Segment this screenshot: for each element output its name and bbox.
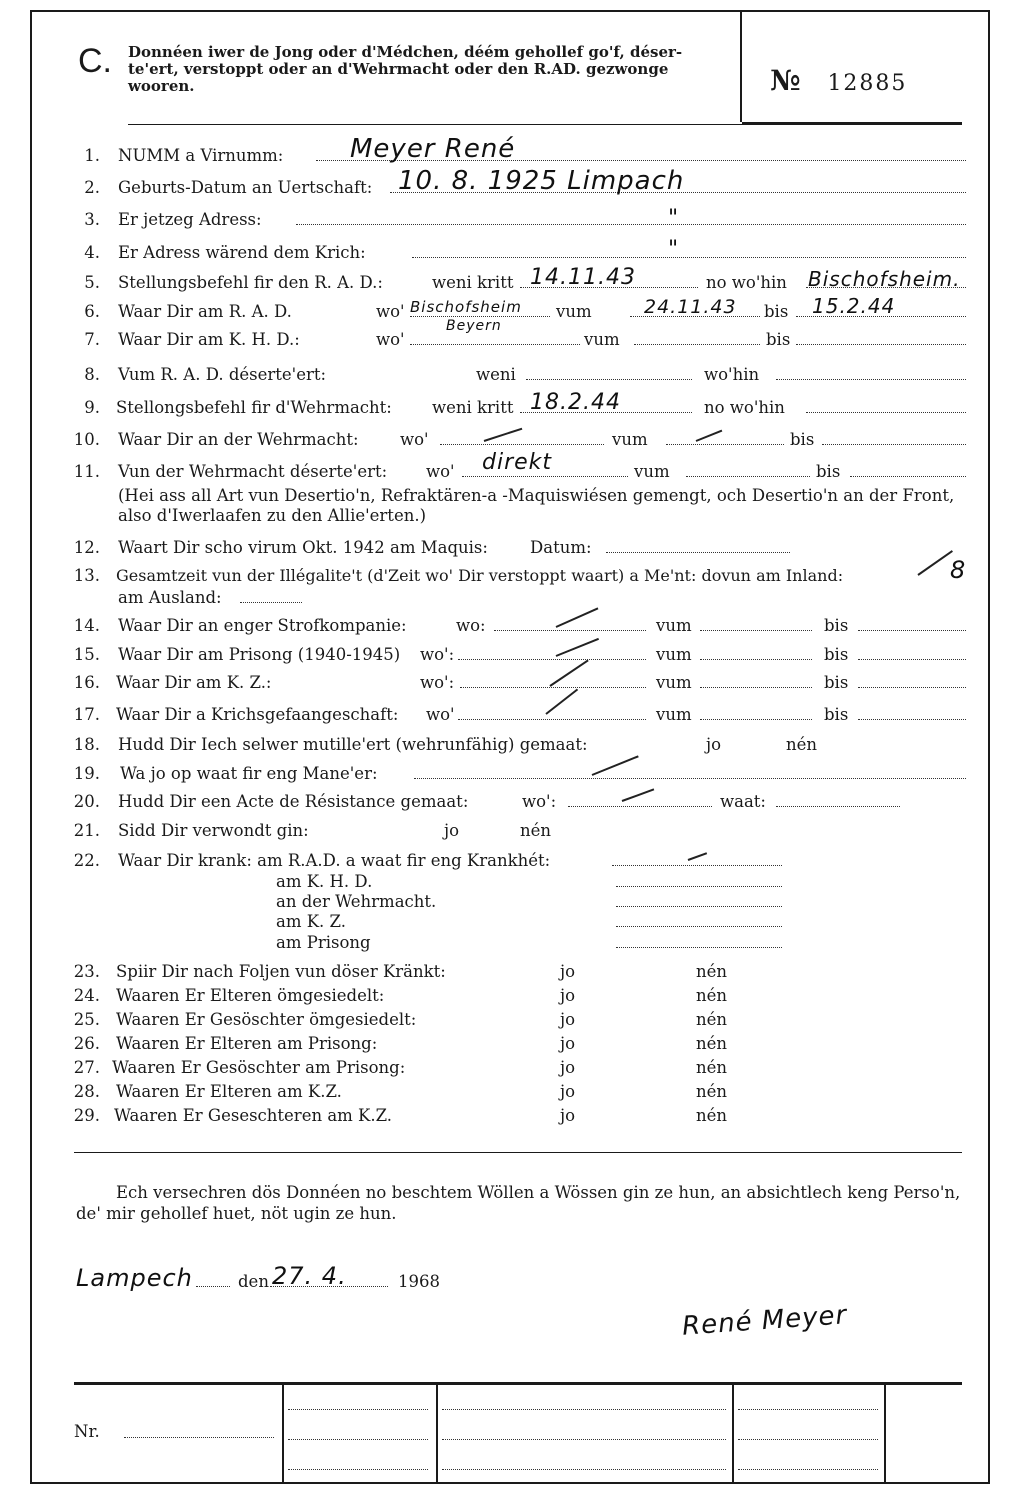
row-label: Wa jo op waat fir eng Mane'er: bbox=[120, 764, 378, 783]
field-label: vum bbox=[656, 616, 692, 635]
box-divider bbox=[884, 1382, 886, 1482]
fill-line[interactable] bbox=[850, 462, 966, 477]
field-label: no wo'hin bbox=[704, 398, 785, 417]
option-yes[interactable]: jo bbox=[560, 1106, 576, 1125]
row-label: Er Adress wärend dem Krich: bbox=[118, 243, 366, 262]
row-label: Geburts-Datum an Uertschaft: bbox=[118, 178, 373, 197]
box-field[interactable] bbox=[442, 1468, 726, 1470]
option-no[interactable]: nén bbox=[696, 1034, 728, 1053]
field-label: vum bbox=[656, 673, 692, 692]
field-label: no wo'hin bbox=[706, 273, 787, 292]
option-yes[interactable]: jo bbox=[560, 1010, 576, 1029]
fill-line[interactable] bbox=[616, 912, 782, 927]
fill-line[interactable] bbox=[616, 892, 782, 907]
box-field[interactable] bbox=[738, 1408, 878, 1410]
field-label: wo' bbox=[426, 462, 455, 481]
fill-line[interactable] bbox=[296, 210, 966, 225]
fill-line[interactable] bbox=[822, 430, 966, 445]
row-number: 23. bbox=[73, 962, 100, 981]
fill-line[interactable] bbox=[700, 616, 812, 631]
option-yes[interactable]: jo bbox=[706, 735, 722, 754]
handwritten-place: Beyern bbox=[446, 318, 502, 334]
desertion-note: (Hei ass all Art vun Desertio'n, Refraktären-a -Maquiswiésen gemengt, och Desertio'n an der Front, also d'Iwerlaafen zu den Allie'erten.) bbox=[118, 486, 955, 525]
fill-line[interactable] bbox=[606, 538, 790, 553]
fill-line[interactable] bbox=[776, 792, 900, 807]
form-row-2 bbox=[0, 166, 1024, 200]
form-row-10 bbox=[0, 430, 1024, 452]
form-row-25 bbox=[0, 1010, 1024, 1032]
box-divider bbox=[436, 1382, 438, 1482]
row-number: 11. bbox=[73, 462, 100, 481]
fill-line[interactable] bbox=[700, 705, 812, 720]
form-row-7 bbox=[0, 318, 1024, 352]
form-row-6 bbox=[0, 294, 1024, 324]
fill-line[interactable] bbox=[616, 872, 782, 887]
row-label: Stellungsbefehl fir den R. A. D.: bbox=[118, 273, 383, 292]
form-row-22-sub bbox=[0, 872, 1024, 894]
box-field[interactable] bbox=[288, 1408, 428, 1410]
form-row-1 bbox=[0, 134, 1024, 168]
option-yes[interactable]: jo bbox=[560, 962, 576, 981]
fill-line[interactable] bbox=[858, 673, 966, 688]
form-row-22-sub bbox=[0, 892, 1024, 914]
box-field[interactable] bbox=[738, 1438, 878, 1440]
row-number: 15. bbox=[73, 645, 100, 664]
row-label: Waaren Er Elteren ömgesiedelt: bbox=[116, 986, 385, 1005]
option-no[interactable]: nén bbox=[696, 1010, 728, 1029]
row-label: am K. Z. bbox=[276, 912, 346, 931]
form-row-22-sub bbox=[0, 912, 1024, 934]
row-number: 13. bbox=[73, 566, 100, 585]
row-label: Vum R. A. D. déserte'ert: bbox=[118, 365, 327, 384]
option-no[interactable]: nén bbox=[696, 1058, 728, 1077]
box-divider bbox=[282, 1382, 284, 1482]
nr-field[interactable] bbox=[124, 1436, 274, 1438]
row-number: 3. bbox=[84, 210, 100, 229]
option-no[interactable]: nén bbox=[520, 821, 552, 840]
form-row-11 bbox=[0, 450, 1024, 484]
form-row-23 bbox=[0, 962, 1024, 984]
fill-line[interactable] bbox=[700, 673, 812, 688]
row-number: 17. bbox=[73, 705, 100, 724]
handwritten-place: direkt bbox=[482, 450, 553, 475]
row-label: Stellongsbefehl fir d'Wehrmacht: bbox=[116, 398, 392, 417]
row-label: Hudd Dir Iech selwer mutille'ert (wehrunfähig) gemaat: bbox=[118, 735, 588, 754]
option-yes[interactable]: jo bbox=[560, 1058, 576, 1077]
option-yes[interactable]: jo bbox=[560, 1034, 576, 1053]
field-label: waat: bbox=[720, 792, 766, 811]
option-yes[interactable]: jo bbox=[560, 986, 576, 1005]
row-label: Waar Dir am K. Z.: bbox=[116, 673, 272, 692]
row-label: Waar Dir an der Wehrmacht: bbox=[118, 430, 359, 449]
field-label: wo': bbox=[420, 645, 455, 664]
form-row-13-cont bbox=[0, 588, 1024, 610]
row-label: Waar Dir an enger Strofkompanie: bbox=[118, 616, 407, 635]
form-number-value: 12885 bbox=[827, 71, 908, 96]
handwritten-date: 24.11.43 bbox=[644, 296, 737, 318]
row-number: 9. bbox=[84, 398, 100, 417]
row-label: Sidd Dir verwondt gin: bbox=[118, 821, 309, 840]
signature: René Meyer bbox=[681, 1300, 849, 1342]
option-yes[interactable]: jo bbox=[444, 821, 460, 840]
fill-line[interactable] bbox=[240, 588, 302, 603]
field-label: vum bbox=[634, 462, 670, 481]
row-label: Vun der Wehrmacht déserte'ert: bbox=[118, 462, 388, 481]
handwritten-date: 15.2.44 bbox=[812, 294, 896, 318]
handwritten-place: Bischofsheim bbox=[410, 298, 522, 316]
fill-line[interactable] bbox=[634, 330, 760, 345]
fill-line[interactable] bbox=[412, 243, 966, 258]
fill-line[interactable] bbox=[414, 764, 966, 779]
row-number: 7. bbox=[84, 330, 100, 349]
form-row-15 bbox=[0, 645, 1024, 667]
form-row-4 bbox=[0, 237, 1024, 265]
option-no[interactable]: nén bbox=[696, 962, 728, 981]
row-number: 24. bbox=[73, 986, 100, 1005]
field-label: weni kritt bbox=[432, 398, 514, 417]
form-row-8 bbox=[0, 365, 1024, 387]
field-label: bis bbox=[764, 302, 789, 321]
row-number: 19. bbox=[73, 764, 100, 783]
option-no[interactable]: nén bbox=[696, 986, 728, 1005]
section-divider bbox=[74, 1152, 962, 1153]
row-number: 2. bbox=[84, 178, 100, 197]
row-label: am K. H. D. bbox=[276, 872, 373, 891]
header-bottom-rule bbox=[128, 124, 962, 125]
field-label: vum bbox=[612, 430, 648, 449]
row-label: Spiir Dir nach Foljen vun döser Kränkt: bbox=[116, 962, 446, 981]
field-label: wo' bbox=[426, 705, 455, 724]
form-row-27 bbox=[0, 1058, 1024, 1080]
fill-line[interactable] bbox=[796, 330, 966, 345]
fill-line[interactable] bbox=[686, 462, 810, 477]
form-row-17 bbox=[0, 705, 1024, 727]
fill-line[interactable] bbox=[806, 398, 966, 413]
fill-line[interactable] bbox=[700, 645, 812, 660]
form-row-21 bbox=[0, 821, 1024, 843]
row-number: 10. bbox=[73, 430, 100, 449]
field-label: weni bbox=[476, 365, 516, 384]
row-number: 18. bbox=[73, 735, 100, 754]
row-label: NUMM a Virnumm: bbox=[118, 146, 284, 165]
box-field[interactable] bbox=[442, 1438, 726, 1440]
row-label: am Prisong bbox=[276, 933, 371, 952]
field-label: wo' bbox=[376, 330, 405, 349]
fill-line[interactable] bbox=[196, 1272, 230, 1287]
form-row-24 bbox=[0, 986, 1024, 1008]
field-label: Datum: bbox=[530, 538, 592, 557]
box-divider bbox=[732, 1382, 734, 1482]
fill-line[interactable] bbox=[858, 645, 966, 660]
box-field[interactable] bbox=[442, 1408, 726, 1410]
fill-line[interactable] bbox=[776, 365, 966, 380]
field-label: bis bbox=[790, 430, 815, 449]
form-row-14 bbox=[0, 616, 1024, 638]
row-label: Waar Dir a Krichsgefaangeschaft: bbox=[116, 705, 399, 724]
field-label: bis bbox=[824, 673, 849, 692]
row-label: Waar Dir am K. H. D.: bbox=[118, 330, 300, 349]
form-row-20 bbox=[0, 792, 1024, 814]
row-number: 8. bbox=[84, 365, 100, 384]
den-label: den bbox=[238, 1272, 269, 1291]
form-row-22 bbox=[0, 851, 1024, 873]
row-number: 29. bbox=[73, 1106, 100, 1125]
field-label: wo': bbox=[522, 792, 557, 811]
fill-line[interactable] bbox=[526, 365, 692, 380]
field-label: bis bbox=[816, 462, 841, 481]
row-number: 4. bbox=[84, 243, 100, 262]
header-divider bbox=[740, 12, 742, 122]
handwritten-date: 14.11.43 bbox=[530, 265, 636, 290]
field-label: wo' bbox=[400, 430, 429, 449]
handwritten-name: Meyer René bbox=[350, 134, 516, 164]
option-yes[interactable]: jo bbox=[560, 1082, 576, 1101]
handwritten-months: 8 bbox=[950, 556, 967, 584]
form-row-18 bbox=[0, 735, 1024, 757]
fill-line[interactable] bbox=[858, 616, 966, 631]
handwritten-date: 18.2.44 bbox=[530, 390, 621, 415]
option-no[interactable]: nén bbox=[786, 735, 818, 754]
handwritten-birth: 10. 8. 1925 Limpach bbox=[398, 166, 685, 196]
fill-line[interactable] bbox=[858, 705, 966, 720]
row-label: Gesamtzeit vun der Illégalite't (d'Zeit wo' Dir verstoppt waart) a Me'nt: dovun am Inland: bbox=[116, 566, 844, 585]
form-row-3 bbox=[0, 206, 1024, 232]
row-number: 27. bbox=[73, 1058, 100, 1077]
row-label: Waaren Er Gesöschter ömgesiedelt: bbox=[116, 1010, 417, 1029]
row-label: am Ausland: bbox=[118, 588, 222, 607]
fill-line[interactable] bbox=[440, 430, 604, 445]
handwritten-place: Lampech bbox=[76, 1264, 193, 1292]
number-sign: № bbox=[770, 64, 803, 97]
field-label: vum bbox=[584, 330, 620, 349]
option-no[interactable]: nén bbox=[696, 1106, 728, 1125]
handwritten-ditto: " bbox=[668, 237, 680, 262]
handwritten-place: Bischofsheim. bbox=[808, 267, 961, 291]
form-row-9 bbox=[0, 390, 1024, 420]
field-label: vum bbox=[656, 705, 692, 724]
field-label: wo' bbox=[376, 302, 405, 321]
row-number: 16. bbox=[73, 673, 100, 692]
field-label: vum bbox=[656, 645, 692, 664]
box-top-rule bbox=[74, 1382, 962, 1385]
field-label: bis bbox=[824, 705, 849, 724]
form-row-28 bbox=[0, 1082, 1024, 1104]
row-number: 28. bbox=[73, 1082, 100, 1101]
row-label: Waaren Er Elteren am K.Z. bbox=[116, 1082, 342, 1101]
form-row-22-sub bbox=[0, 933, 1024, 955]
row-label: Waar Dir am R. A. D. bbox=[118, 302, 292, 321]
form-row-12 bbox=[0, 538, 1024, 560]
row-label: Er jetzeg Adress: bbox=[118, 210, 262, 229]
signature-line bbox=[0, 1262, 1024, 1294]
field-label: bis bbox=[824, 616, 849, 635]
form-row-5 bbox=[0, 265, 1024, 295]
field-label: weni kritt bbox=[432, 273, 514, 292]
form-number bbox=[770, 64, 907, 97]
handwritten-date: 27. 4. bbox=[272, 1262, 347, 1290]
office-use-box bbox=[74, 1382, 962, 1482]
fill-line[interactable] bbox=[612, 851, 782, 866]
row-number: 22. bbox=[73, 851, 100, 870]
section-heading: Donnéen iwer de Jong oder d'Médchen, déém gehollef go'f, déser-te'ert, verstoppt oder an d'Wehrmacht oder den R.AD. gezwonge wooren. bbox=[128, 43, 683, 95]
fill-line[interactable] bbox=[666, 430, 784, 445]
row-label: Waar Dir krank: am R.A.D. a waat fir eng Krankhét: bbox=[118, 851, 551, 870]
section-letter: C. bbox=[78, 42, 112, 80]
row-label: Waart Dir scho virum Okt. 1942 am Maquis: bbox=[118, 538, 488, 557]
field-label: vum bbox=[556, 302, 592, 321]
row-number: 1. bbox=[84, 146, 100, 165]
year-label: 1968 bbox=[398, 1272, 440, 1291]
row-label: an der Wehrmacht. bbox=[276, 892, 437, 911]
row-number: 5. bbox=[84, 273, 100, 292]
fill-line[interactable] bbox=[458, 645, 646, 660]
field-label: wo'hin bbox=[704, 365, 760, 384]
row-label: Waar Dir am Prisong (1940-1945) bbox=[118, 645, 401, 664]
row-number: 20. bbox=[73, 792, 100, 811]
handwritten-ditto: " bbox=[668, 206, 680, 231]
field-label: wo': bbox=[420, 673, 455, 692]
field-label: wo: bbox=[456, 616, 486, 635]
row-label: Waaren Er Gesöschter am Prisong: bbox=[112, 1058, 406, 1077]
declaration-text: Ech versechren dös Donnéen no beschtem Wöllen a Wössen gin ze hun, an absichtlech keng Perso'n, de' mir gehollef huet, nöt ugin ze hun. bbox=[76, 1183, 961, 1223]
row-label: Waaren Er Elteren am Prisong: bbox=[116, 1034, 378, 1053]
box-field[interactable] bbox=[288, 1468, 428, 1470]
row-number: 26. bbox=[73, 1034, 100, 1053]
fill-line[interactable] bbox=[616, 933, 782, 948]
option-no[interactable]: nén bbox=[696, 1082, 728, 1101]
row-number: 25. bbox=[73, 1010, 100, 1029]
form-row-13 bbox=[0, 556, 1024, 588]
form-row-19 bbox=[0, 764, 1024, 786]
nr-label: Nr. bbox=[74, 1422, 100, 1441]
row-label: Waaren Er Geseschteren am K.Z. bbox=[114, 1106, 393, 1125]
box-field[interactable] bbox=[288, 1438, 428, 1440]
form-row-29 bbox=[0, 1106, 1024, 1128]
form-row-16 bbox=[0, 673, 1024, 695]
row-number: 12. bbox=[73, 538, 100, 557]
row-number: 6. bbox=[84, 302, 100, 321]
form-row-26 bbox=[0, 1034, 1024, 1056]
row-label: Hudd Dir een Acte de Résistance gemaat: bbox=[118, 792, 469, 811]
field-label: bis bbox=[824, 645, 849, 664]
field-label: bis bbox=[766, 330, 791, 349]
row-number: 14. bbox=[73, 616, 100, 635]
box-field[interactable] bbox=[738, 1468, 878, 1470]
row-number: 21. bbox=[73, 821, 100, 840]
fill-line[interactable] bbox=[460, 673, 646, 688]
